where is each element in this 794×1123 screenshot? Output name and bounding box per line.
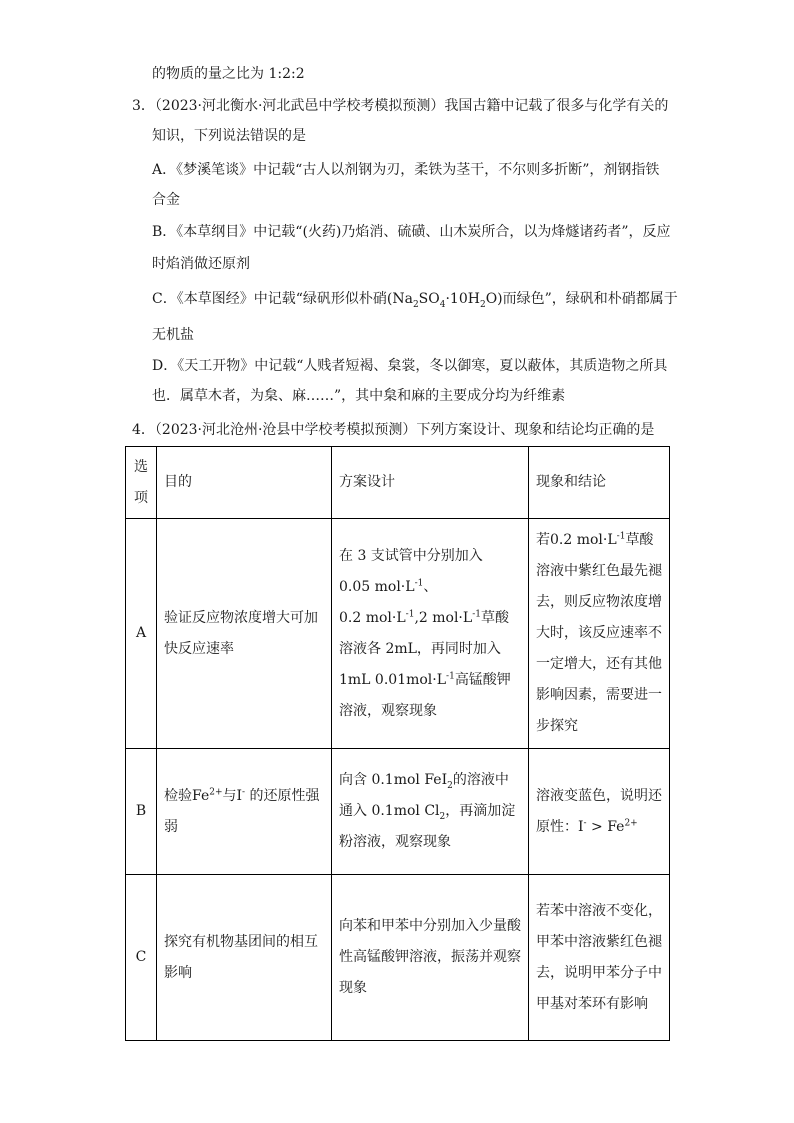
option-c-line-2: 无机盐 (152, 327, 194, 343)
option-c-text-2: SO (418, 291, 440, 307)
row-c-result: 若苯中溶液不变化，甲苯中溶液紫红色褪去，说明甲苯分子中甲基对苯环有影响 (529, 875, 670, 1041)
option-d-line-1: D．《天工开物》中记载“人贱者短褐、枲裳，冬以御寒，夏以蔽体，其质造物之所具 (152, 358, 668, 374)
option-c-text-1: C．《本草图经》中记载“绿矾形似朴硝(Na (152, 291, 413, 307)
row-c-option: C (126, 875, 157, 1041)
table-row-b (126, 749, 670, 875)
option-b-line-1: B．《本草纲目》中记载“(火药)乃焰消、硫磺、山木炭所合，以为烽燧诸药者”，反应 (152, 224, 671, 240)
row-b-design: 向含 0.1mol FeI$_2$的溶液中通入 0.1mol $Cl_2$，再滴加淀粉溶液，观察现象 (332, 749, 529, 875)
row-b-result: 溶液变蓝色，说明还原性：$I^- > Fe^{2+}$ (529, 749, 670, 875)
table-row-c (126, 875, 670, 1041)
row-a-option: A (126, 519, 157, 749)
row-b-option: B (126, 749, 157, 875)
option-b-line-2: 时焰消做还原剂 (152, 256, 250, 272)
option-c-line-1 (152, 289, 678, 309)
question-3-line-1: 3．（2023·河北衡水·河北武邑中学校考模拟预测）我国古籍中记载了很多与化学有关的 (132, 98, 669, 114)
row-a-design: 在 3 支试管中分别加入 0.05 $mol\cdot L^{-1}$、 0.2 $mol\cdot L^{-1},2$ $mol\cdot L^{-1}$草酸溶液各 2mL，再同时加入 1mL $0.01mol\cdot L^{-1}$高锰酸钾溶液，观察现象 (332, 519, 529, 749)
option-c-sub-2: 4 (439, 299, 446, 310)
row-a-result: 若0.2 $mol\cdot L^{-1}$草酸溶液中紫红色最先褪去，则反应物浓度增大时，该反应速率不一定增大，还有其他影响因素，需要进一步探究 (529, 519, 670, 749)
question-3-line-2: 知识，下列说法错误的是 (152, 128, 306, 144)
option-c-sub-3: 2 (479, 299, 486, 310)
question-4-table (125, 446, 670, 1041)
row-b-purpose: 检验$Fe^{2+}$与I- 的还原性强弱 (157, 749, 332, 875)
line-ratio: 的物质的量之比为 1:2:2 (152, 66, 305, 82)
header-option (126, 447, 157, 519)
row-c-purpose: 探究有机物基团间的相互影响 (157, 875, 332, 1041)
table-header-row (126, 447, 670, 519)
option-a-line-2: 合金 (152, 192, 180, 208)
header-purpose: 目的 (157, 447, 332, 519)
option-a-line-1: A．《梦溪笔谈》中记载“古人以剂钢为刃，柔铁为茎干，不尔则多折断”，剂钢指铁 (152, 162, 660, 178)
question-4-stem: 4．（2023·河北沧州·沧县中学校考模拟预测）下列方案设计、现象和结论均正确的是 (132, 422, 655, 438)
option-c-text-3: ·10H (445, 291, 480, 307)
option-c-sub-1: 2 (412, 299, 419, 310)
table-row-a (126, 519, 670, 749)
option-c-text-4: O)而绿色”，绿矾和朴硝都属于 (485, 291, 678, 307)
header-result: 现象和结论 (529, 447, 670, 519)
row-a-purpose: 验证反应物浓度增大可加快反应速率 (157, 519, 332, 749)
header-design: 方案设计 (332, 447, 529, 519)
row-c-design: 向苯和甲苯中分别加入少量酸性高锰酸钾溶液，振荡并观察现象 (332, 875, 529, 1041)
option-d-line-2: 也．属草木者，为枲、麻……”，其中枲和麻的主要成分均为纤维素 (152, 388, 566, 404)
header-option-text: 选项 (134, 458, 148, 506)
